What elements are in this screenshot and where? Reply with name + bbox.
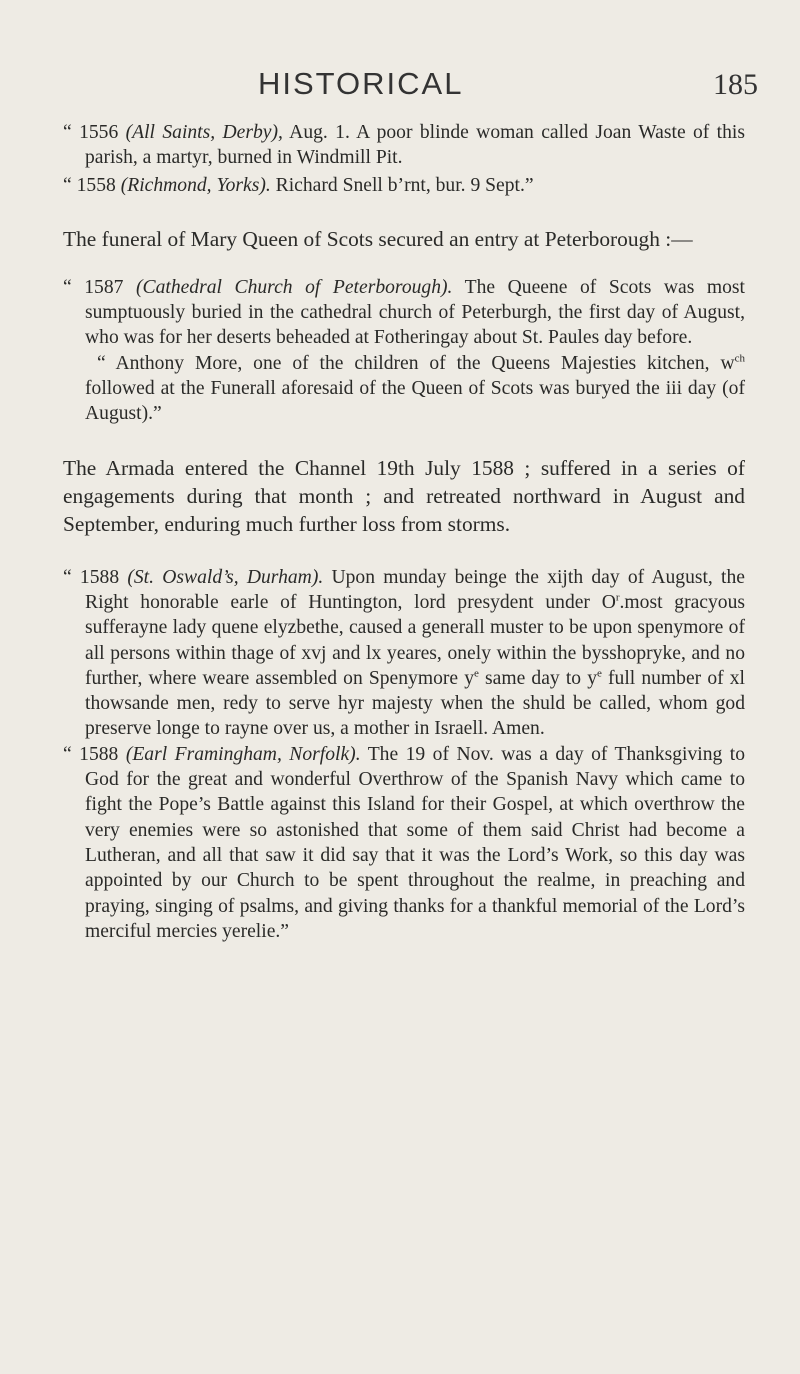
register-entry-1588-norfolk	[63, 742, 745, 944]
entry-text: The Queene of Scots was most sumptuously buried in the cathedral church of Peterburgh, the first day of August, who was for her deserts beheaded at Fotheringay about St. Paules day before.	[85, 276, 745, 349]
superscript: ch	[734, 352, 745, 365]
register-entry-1556	[63, 120, 745, 171]
entry-place: (Earl Framingham, Norfolk).	[125, 743, 361, 765]
open-quote: “	[63, 743, 80, 765]
open-quote: “	[63, 276, 85, 298]
entry-place: (St. Oswald’s, Durham).	[127, 566, 324, 588]
entry-text: “ Anthony More, one of the children of the Queens Majesties kitchen, w	[97, 352, 735, 374]
entry-text: Aug. 1. A poor blinde woman called Joan Waste of this parish, a martyr, burned in Windmill Pit.	[85, 122, 745, 169]
open-quote: “	[63, 122, 80, 143]
entry-year: 1587	[84, 276, 124, 298]
entry-year: 1588	[79, 566, 120, 588]
entry-text: followed at the Funerall aforesaid of the Queen of Scots was buryed the iii day (of August).”	[85, 378, 745, 425]
entry-text: The 19 of Nov. was a day of Thanksgiving to God for the great and wonderful Overthrow of the Spanish Navy which came to fight the Pope’s Battle against this Island for their Gospel, at which overthrow the very enemies were so astonished that some of them said Christ had become a Lutheran, and all that saw it did say that it was the Lord’s Work, so this day was appointed by our Church to be spent throughout the realme, in preaching and praying, singing of psalms, and giving thanks for a thankful memorial of the Lord’s merciful mercies yerelie.”	[85, 743, 745, 942]
register-entry-1588-durham	[63, 565, 745, 742]
entry-place: (Richmond, Yorks).	[120, 174, 271, 196]
entry-year: 1588	[79, 743, 119, 765]
paragraph-mary-queen-of-scots: The funeral of Mary Queen of Scots secured an entry at Peterborough :—	[63, 226, 693, 251]
entry-text: .most gracyous sufferayne lady quene elyzbethe, caused a generall muster to be upon spenymore of all persons within thage of xvj and lx yeares, onely within the bysshopryke, and no further, where weare assembled on Spenymore y	[85, 591, 746, 689]
entry-text: Richard Snell b’rnt, bur. 9 Sept.”	[270, 174, 534, 196]
running-head: HISTORICAL	[258, 66, 464, 101]
entry-place: (Cathedral Church of Peterborough).	[135, 276, 453, 298]
register-entry-1587	[63, 275, 745, 351]
superscript: e	[474, 667, 479, 680]
entry-text: Upon munday beinge the xijth day of August, the Right honorable earle of Huntington, lord presydent under O	[85, 566, 745, 613]
superscript: e	[597, 667, 602, 680]
page-header	[0, 66, 800, 110]
paragraph-armada: The Armada entered the Channel 19th July 1588 ; suffered in a series of engagements during that month ; and retreated northward in August and September, enduring much further loss from storms.	[63, 455, 745, 536]
register-entry-1558	[63, 173, 745, 198]
open-quote: “	[63, 566, 80, 588]
entry-text: same day to y	[478, 667, 597, 689]
superscript: r	[615, 591, 620, 604]
register-entry-1587-continuation	[63, 351, 745, 427]
body-text	[63, 120, 745, 944]
open-quote: “	[63, 174, 77, 196]
entry-year: 1556	[79, 122, 119, 143]
entry-year: 1558	[76, 174, 116, 196]
page-number: 185	[713, 68, 758, 101]
entry-text: full number of xl thowsande men, redy to serve hyr majesty when the shuld be called, whom god preserve longe to rayne over us, a mother in Israell. Amen.	[85, 667, 745, 740]
entry-place: (All Saints, Derby),	[125, 122, 283, 143]
